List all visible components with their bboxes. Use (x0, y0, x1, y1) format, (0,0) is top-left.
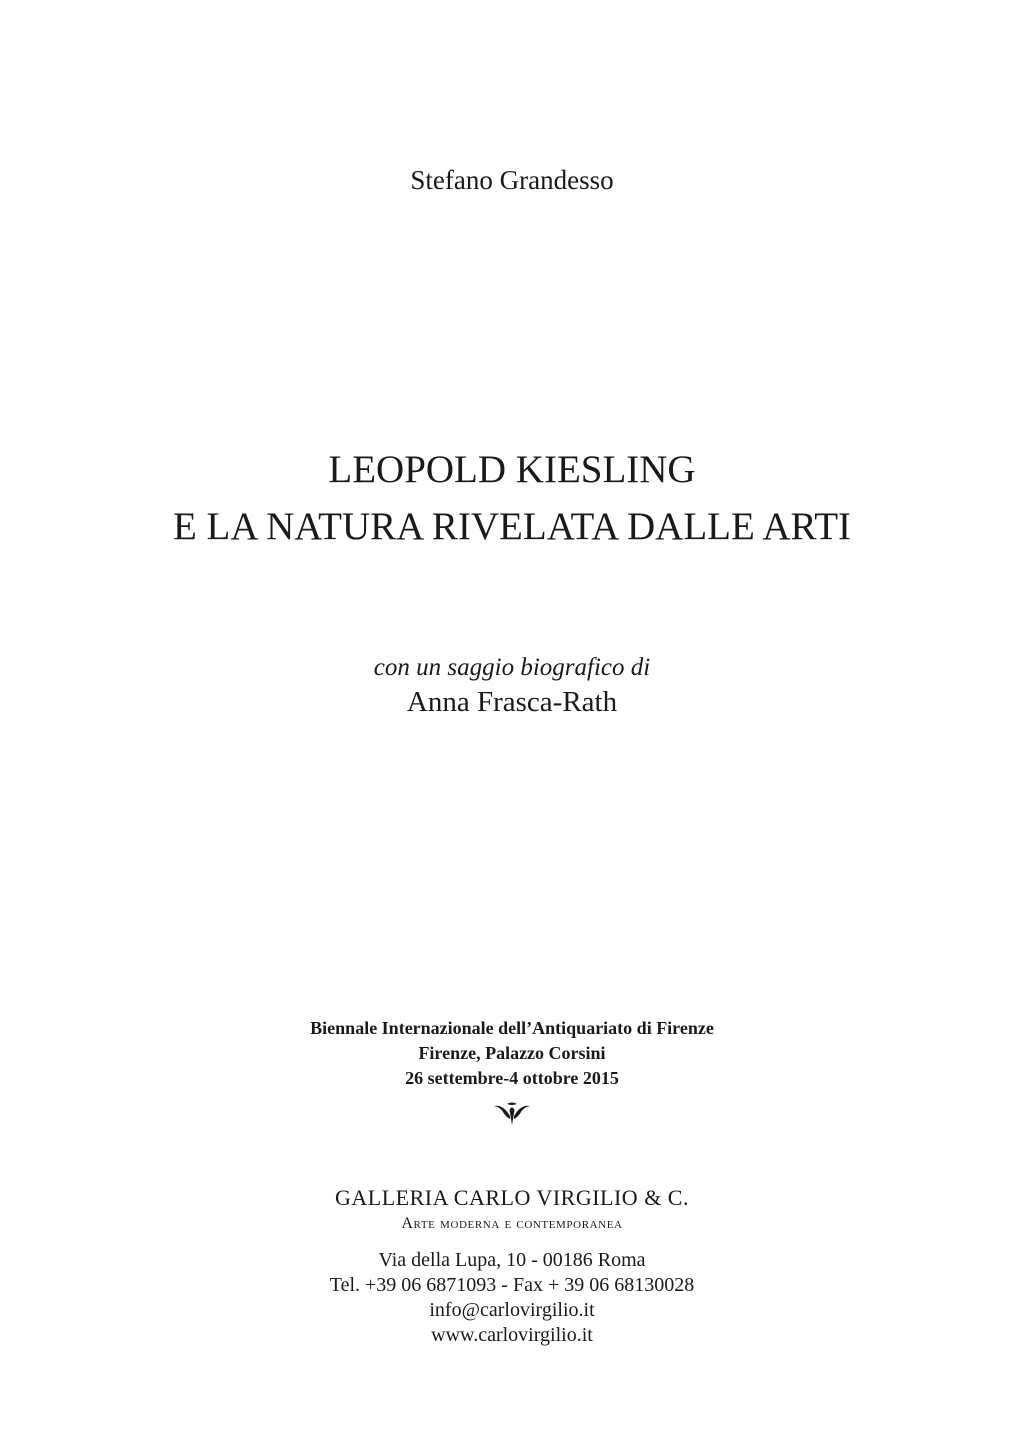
gallery-address: Via della Lupa, 10 - 00186 Roma (378, 1249, 646, 1271)
book-title-line-1: LEOPOLD KIESLING (328, 448, 696, 491)
gallery-email: info@carlovirgilio.it (429, 1299, 595, 1321)
author-name: Stefano Grandesso (410, 165, 614, 195)
essay-intro: con un saggio biografico di (373, 654, 651, 681)
essay-author: Anna Frasca-Rath (406, 686, 618, 718)
gallery-website: www.carlovirgilio.it (431, 1324, 593, 1346)
lily-flourish-icon (493, 1100, 531, 1126)
gallery-phone-fax: Tel. +39 06 6871093 - Fax + 39 06 68130028 (329, 1274, 695, 1296)
event-venue: Firenze, Palazzo Corsini (418, 1043, 606, 1063)
event-dates: 26 settembre-4 ottobre 2015 (405, 1068, 619, 1088)
gallery-name: GALLERIA CARLO VIRGILIO & C. (335, 1185, 689, 1210)
book-title-line-2: E LA NATURA RIVELATA DALLE ARTI (172, 505, 852, 548)
event-name: Biennale Internazionale dell’Antiquariato di Firenze (310, 1018, 714, 1038)
gallery-subtitle: Arte moderna e contemporanea (401, 1215, 623, 1232)
